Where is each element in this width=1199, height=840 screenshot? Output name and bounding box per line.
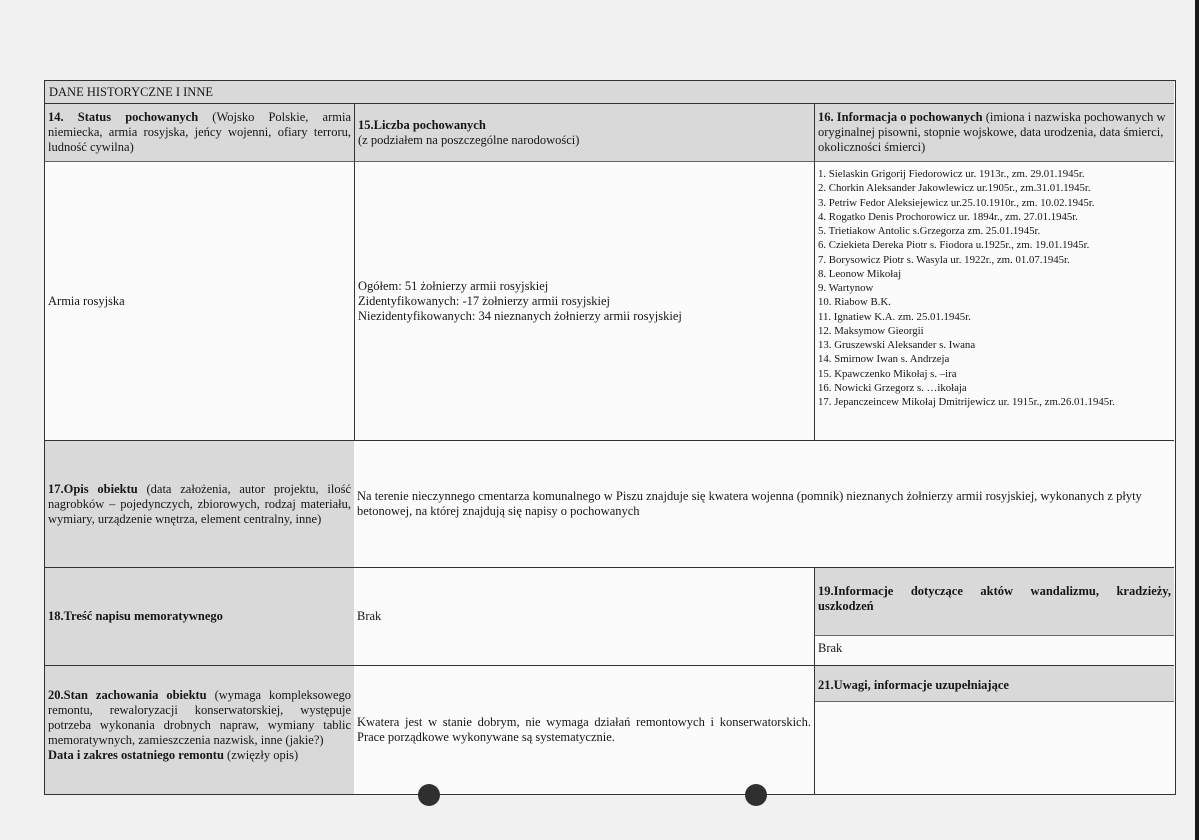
burial-count-identified: Zidentyfikowanych: -17 żołnierzy armii rosyjskiej xyxy=(358,293,611,308)
historical-data-form xyxy=(44,80,1176,795)
section-header xyxy=(45,81,1174,103)
field-17-label: 17.Opis obiektu (data założenia, autor projektu, ilość nagrobków – pojedynczych, zbiorowych, rodzaj materiału, wymiary, urządzenie wnętrza, element centralny, inne) xyxy=(45,440,354,567)
field-19-value: Brak xyxy=(814,635,1174,665)
field-15-label: 15.Liczba pochowanych (z podziałem na poszczególne narodowości) xyxy=(354,103,814,161)
field-20-label: 20.Stan zachowania obiektu (wymaga kompleksowego remontu, rewaloryzacji konserwatorskiej, występuje potrzeba wykonania drobnych napraw, wymiany tablic memoratywnych, zamieszczenia nazwisk, inne (jakie?) Data i zakres ostatniego remontu (zwięzły opis) xyxy=(45,665,354,794)
list-item: 8. Leonow Mikołaj xyxy=(818,267,902,280)
field-16-label: 16. Informacja o pochowanych (imiona i nazwiska pochowanych w oryginalnej pisowni, stopnie wojskowe, data urodzenia, data śmierci, okoliczności śmierci) xyxy=(814,103,1174,161)
field-21-label: 21.Uwagi, informacje uzupełniające xyxy=(814,665,1174,701)
list-item: 9. Wartynow xyxy=(818,282,874,294)
binder-hole-left xyxy=(418,784,440,806)
list-item: 2. Chorkin Aleksander Jakowlewicz ur.1905r., zm.31.01.1945r. xyxy=(818,182,1091,195)
field-15-value xyxy=(354,161,814,440)
field-18-label: 18.Treść napisu memoratywnego xyxy=(45,567,354,665)
field-14-value: Armia rosyjska xyxy=(45,161,354,440)
burial-count-unidentified: Niezidentyfikowanych: 34 nieznanych żołnierzy armii rosyjskiej xyxy=(358,308,682,323)
list-item: 12. Maksymow Gieorgii xyxy=(818,324,924,337)
field-17-value: Na terenie nieczynnego cmentarza komunalnego w Piszu znajduje się kwatera wojenna (pomnik) nieznanych żołnierzy armii rosyjskiej, wykonanych z płyty betonowej, na której znajdują się napisy o pochowanych xyxy=(354,440,1174,567)
list-item: 16. Nowicki Grzegorz s. …ikołaja xyxy=(818,381,967,394)
field-20-value: Kwatera jest w stanie dobrym, nie wymaga działań remontowych i konserwatorskich. Prace porządkowe wykonywane są systematycznie. xyxy=(354,665,814,794)
page-edge xyxy=(1195,0,1199,840)
list-item: 7. Borysowicz Piotr s. Wasyla ur. 1922r., zm. 01.07.1945r. xyxy=(818,253,1070,266)
list-item: 4. Rogatko Denis Prochorowicz ur. 1894r., zm. 27.01.1945r. xyxy=(818,210,1078,223)
list-item: 10. Riabow B.K. xyxy=(818,296,891,309)
field-16-value xyxy=(814,161,1174,440)
list-item: 1. Sielaskin Grigorij Fiedorowicz ur. 1913r., zm. 29.01.1945r. xyxy=(818,168,1085,180)
list-item: 11. Ignatiew K.A. zm. 25.01.1945r. xyxy=(818,310,971,323)
list-item: 17. Jepanczeincew Mikołaj Dmitrijewicz ur. 1915r., zm.26.01.1945r. xyxy=(818,396,1115,408)
list-item: 14. Smirnow Iwan s. Andrzeja xyxy=(818,353,950,366)
list-item: 5. Trietiakow Antolic s.Grzegorza zm. 25.01.1945r. xyxy=(818,225,1041,237)
section-title: DANE HISTORYCZNE I INNE xyxy=(49,85,213,99)
list-item: 6. Cziekieta Dereka Piotr s. Fiodora u.1925r., zm. 19.01.1945r. xyxy=(818,239,1090,252)
list-item: 3. Petriw Fedor Aleksiejewicz ur.25.10.1910r., zm. 10.02.1945r. xyxy=(818,196,1095,209)
binder-hole-right xyxy=(745,784,767,806)
list-item: 13. Gruszewski Aleksander s. Iwana xyxy=(818,339,976,351)
list-item: 15. Kpawczenko Mikołaj s. –ira xyxy=(818,367,957,380)
burial-count-total: Ogółem: 51 żołnierzy armii rosyjskiej xyxy=(358,278,549,293)
field-18-value: Brak xyxy=(354,567,814,665)
field-21-value xyxy=(814,701,1174,794)
field-14-label: 14. Status pochowanych (Wojsko Polskie, armia niemiecka, armia rosyjska, jeńcy wojenni, ofiary terroru, ludność cywilna) xyxy=(45,103,354,161)
field-19-label: 19.Informacje dotyczące aktów wandalizmu, kradzieży, uszkodzeń xyxy=(814,567,1174,635)
